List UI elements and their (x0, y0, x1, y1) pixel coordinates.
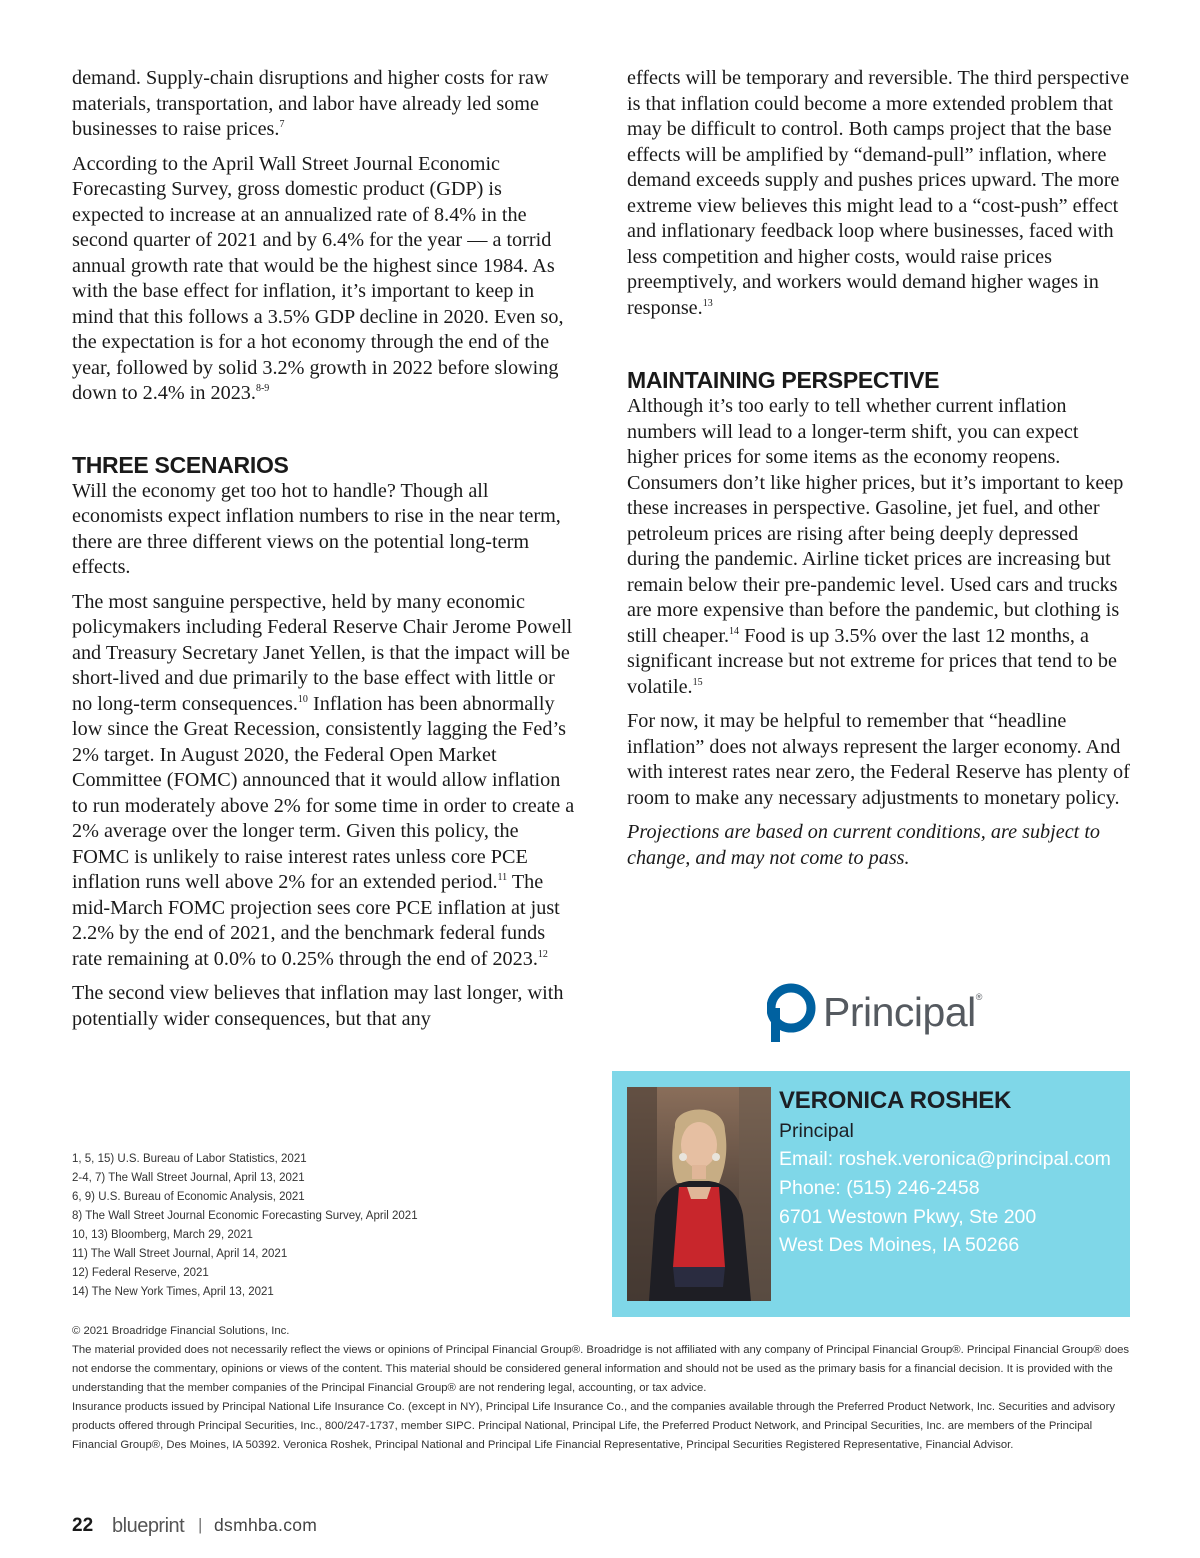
footnote-ref: 13 (702, 297, 713, 309)
paragraph: demand. Supply-chain disruptions and higher costs for raw materials, transportation, and labor have already led some businesses to raise prices.$^7$ (72, 67, 549, 140)
publication-brand: blueprint (112, 1515, 185, 1537)
advisor-photo (627, 1087, 771, 1301)
footnote-ref: 10 (297, 693, 308, 705)
footnote-item: 11) The Wall Street Journal, April 14, 2021 (72, 1248, 288, 1260)
copyright: © 2021 Broadridge Financial Solutions, Inc. (72, 1325, 290, 1337)
legal-disclosure (72, 1322, 1132, 1455)
footnote-ref: 8-9 (255, 383, 270, 394)
page-number: 22 (72, 1515, 94, 1536)
principal-logo (767, 983, 982, 1045)
footnote-item: 8) The Wall Street Journal Economic Forecasting Survey, April 2021 (72, 1210, 418, 1222)
footnote-item: 10, 13) Bloomberg, March 29, 2021 (72, 1229, 253, 1241)
footnote-item: 1, 5, 15) U.S. Bureau of Labor Statistics, 2021 (72, 1153, 307, 1165)
paragraph: The second view believes that inflation may last longer, with potentially wider consequences, but that any (72, 982, 564, 1030)
insurance-disclosure: Insurance products issued by Principal National Life Insurance Co. (except in NY), Principal Life Insurance Co., and the companies available through the Preferred Product Network, Inc. Securities and advisory products offered through Principal Securities, Inc., 800/247-1737, member SIPC. Principal National, Principal Life, the Preferred Product Network, and Principal Securities, Inc. are members of the Principal Financial Group®, Des Moines, IA 50392. Veronica Roshek, Principal National and Principal Life Financial Representative, Principal Securities Registered Representative, Financial Advisor. (72, 1401, 1115, 1451)
advisor-email[interactable]: Email: roshek.veronica@principal.com (779, 1148, 1111, 1170)
advisor-address-line2: West Des Moines, IA 50266 (779, 1234, 1020, 1256)
advisor-company: Principal (779, 1120, 854, 1142)
footnote-item: 2-4, 7) The Wall Street Journal, April 13, 2021 (72, 1172, 305, 1184)
footnote-ref: 7 (279, 119, 285, 130)
footnote-item: 6, 9) U.S. Bureau of Economic Analysis, 2021 (72, 1191, 305, 1203)
footnote-item: 12) Federal Reserve, 2021 (72, 1267, 209, 1279)
principal-logo-icon (767, 983, 819, 1045)
paragraph: For now, it may be helpful to remember that “headline inflation” does not always represent the larger economy. And with interest rates near zero, the Federal Reserve has plenty of room to make any necessary adjustments to monetary policy. (627, 710, 1130, 809)
paragraph: effects will be temporary and reversible. The third perspective is that inflation could become a more extended problem that may be difficult to control. Both camps project that the base effects will be amplified by “demand-pull” inflation, where demand exceeds supply and pushes prices upward. The more extreme view believes this might lead to a “cost-push” effect and inflationary feedback loop where businesses, faced with less competition and higher costs, would raise prices preemptively, and workers would demand higher wages in response.$^{13}$ (627, 67, 1130, 319)
contact-card (612, 1071, 1130, 1317)
disclaimer: The material provided does not necessarily reflect the views or opinions of Principal Financial Group®. Broadridge is not affiliated with any company of Principal Financial Group®. Principal Financial Group® does not endorse the commentary, opinions or views of the content. This material should be considered general information and should not be used as the primary basis for a financial decision. It is provided with the understanding that the member companies of the Principal Financial Group® are not rendering legal, accounting, or tax advice. (72, 1344, 1130, 1394)
footnotes (72, 1150, 418, 1302)
advisor-address-line1: 6701 Westown Pkwy, Ste 200 (779, 1206, 1037, 1228)
footnote-ref: 11 (497, 872, 508, 883)
footnote-ref: 12 (537, 948, 548, 960)
section-heading: THREE SCENARIOS (72, 451, 289, 478)
paragraph: Will the economy get too hot to handle? Though all economists expect inflation numbers to rise in the near term, there are three different views on the potential long-term effects. (72, 479, 561, 578)
advisor-name: VERONICA ROSHEK (779, 1087, 1012, 1114)
advisor-phone[interactable]: Phone: (515) 246-2458 (779, 1177, 980, 1199)
footer-separator: | (198, 1515, 203, 1534)
footnote-item: 14) The New York Times, April 13, 2021 (72, 1286, 274, 1298)
left-column (72, 66, 577, 1041)
paragraph: The most sanguine perspective, held by many economic policymakers including Federal Reserve Chair Jerome Powell and Treasury Secretary Janet Yellen, is that the impact will be short-lived and due primarily to the base effect with little or no long-term consequences.$^{10}$ Inflation has been abnormally low since the Great Recession, consistently lagging the Fed’s 2% target. In August 2020, the Federal Open Market Committee (FOMC) announced that it would allow inflation to run moderately above 2% for some time in order to create a 2% average over the longer term. Given this policy, the FOMC is unlikely to raise interest rates unless core PCE inflation runs well above 2% for an extended period.$^{11}$ The mid-March FOMC projection sees core PCE inflation at just 2.2% by the end of 2021, and the benchmark federal funds rate remaining at 0.0% to 0.25% through the end of 2023.12 (72, 590, 575, 970)
paragraph: According to the April Wall Street Journal Economic Forecasting Survey, gross domestic product (GDP) is expected to increase at an annualized rate of 8.4% in the second quarter of 2021 and by 6.4% for the year — a torrid annual growth rate that would be the highest since 1984. As with the base effect for inflation, it’s important to keep in mind that this follows a 3.5% GDP decline in 2020. Even so, the expectation is for a hot economy through the end of the year, followed by solid 3.2% growth in 2022 before slowing down to 2.4% in 2023.$^{8-9}$ (72, 152, 564, 404)
section-heading: MAINTAINING PERSPECTIVE (627, 367, 940, 393)
logo-wordmark: Principal® (823, 989, 982, 1035)
paragraph: Although it’s too early to tell whether current inflation numbers will lead to a longer-term shift, you can expect higher prices for some items as the economy reopens. Consumers don’t like higher prices, but it’s important to keep these increases in perspective. Gasoline, jet fuel, and other petroleum prices are rising after being deeply depressed during the pandemic. Airline ticket prices are increasing but remain below their pre-pandemic level. Used cars and trucks are more expensive than before the pandemic, but clothing is still cheaper.$^{14}$ Food is up 3.5% over the last 12 months, a significant increase but not extreme for prices that tend to be volatile.$^{15}$ (627, 395, 1124, 698)
right-column (627, 66, 1132, 880)
footnote-ref: 14 (729, 625, 740, 637)
projection-disclaimer: Projections are based on current conditions, are subject to change, and may not come to pass. (627, 821, 1101, 869)
footnote-ref: 15 (692, 676, 703, 688)
website-link[interactable]: dsmhba.com (214, 1515, 318, 1535)
